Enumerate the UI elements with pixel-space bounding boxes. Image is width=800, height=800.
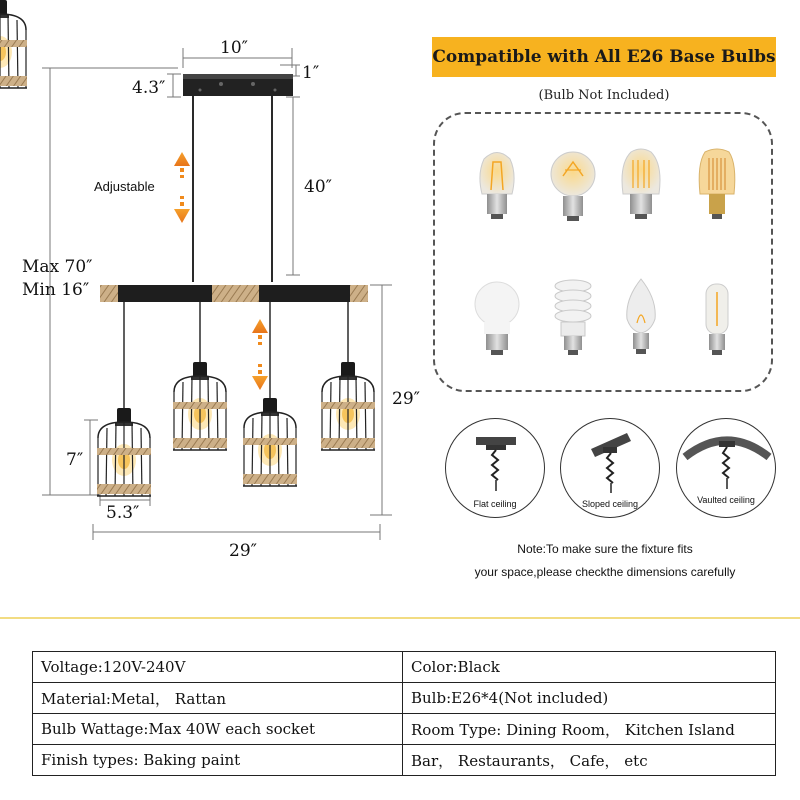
table-row [33,714,776,745]
squirrel-cage-bulb-icon [622,149,660,219]
compatibility-banner: Compatible with All E26 Base Bulbs [432,37,776,77]
spec-wattage: Bulb Wattage:Max 40W each socket [33,714,403,745]
max-height-label: Max 70″ [22,257,93,277]
cfl-spiral-bulb-icon [555,280,591,355]
cage-height-label: 7″ [66,450,84,470]
bulb-not-included-note: (Bulb Not Included) [538,88,670,103]
bulb-compatibility-panel [433,112,773,392]
cage-width-label: 5.3″ [106,503,140,523]
antique-edison-bulb-icon [699,149,735,219]
flat-ceiling-label: Flat ceiling [473,499,517,509]
st64-edison-bulb-icon [480,153,514,220]
rod-length-label: 40″ [304,177,332,197]
fit-note-line1: Note:To make sure the fixture fits [517,542,693,556]
spec-table [32,651,776,776]
horizontal-bar [100,285,368,302]
fixture-width-label: 29″ [229,541,257,561]
adjustable-label: Adjustable [94,179,155,194]
fixture-diagram [0,0,420,600]
ceiling-canopy [183,74,293,96]
table-row [33,652,776,683]
sloped-ceiling-label: Sloped ceiling [581,499,639,509]
vaulted-ceiling-label: Vaulted ceiling [697,495,755,505]
table-row [33,745,776,776]
min-height-label: Min 16″ [22,280,90,300]
spec-bulb: Bulb:E26*4(Not included) [403,683,776,714]
bulb-grid [435,114,771,390]
fit-note-line2: your space,please checkthe dimensions carefully [474,565,736,579]
spec-color: Color:Black [403,652,776,683]
tubular-bulb-icon [706,284,728,355]
suspension-rods [193,96,272,282]
led-a19-bulb-icon [475,282,519,355]
canopy-height-label: 1″ [302,63,320,83]
spec-material: Material:Metal， Rattan [33,683,403,714]
flame-tip-bulb-icon [627,279,655,354]
section-divider [0,617,800,619]
canopy-depth-label: 4.3″ [132,78,166,98]
spec-voltage: Voltage:120V-240V [33,652,403,683]
cage-pendant [0,0,27,88]
a19-filament-bulb-icon [551,152,595,221]
spec-room-type: Room Type: Dining Room， Kitchen Island [403,714,776,745]
spec-finish: Finish types: Baking paint [33,745,403,776]
adjust-arrow-icon [252,319,268,390]
canopy-width-label: 10″ [220,38,248,58]
table-row [33,683,776,714]
fixture-height-label: 29″ [392,389,420,409]
spec-room-type-extra: Bar， Restaurants， Cafe， etc [403,745,776,776]
adjust-arrow-icon [174,152,190,223]
